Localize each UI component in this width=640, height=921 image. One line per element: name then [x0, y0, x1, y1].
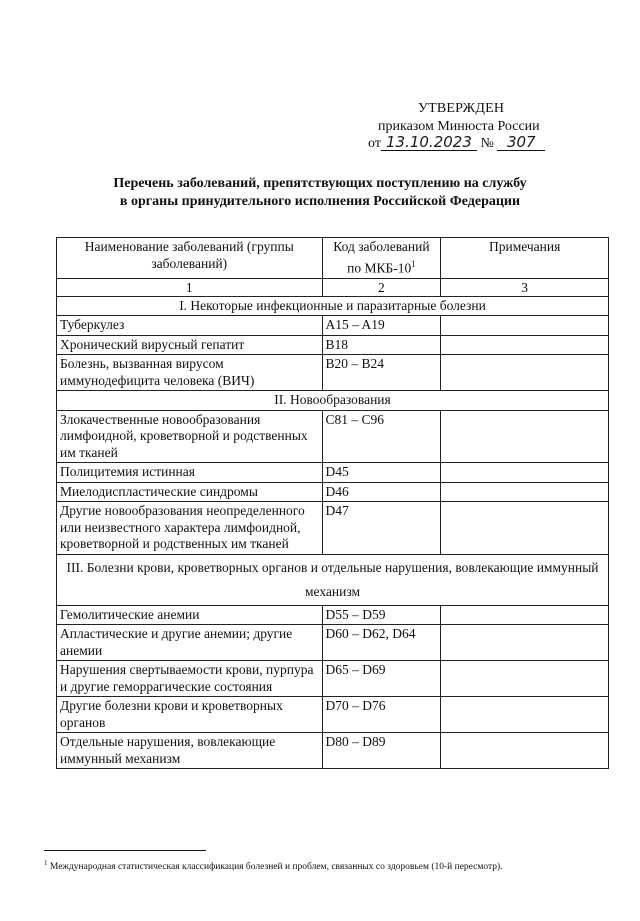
footnote-mark: 1 — [44, 859, 48, 867]
approval-title: УТВЕРЖДЕН — [418, 101, 505, 116]
disease-name-cell: Нарушения свертываемости крови, пурпура и другие геморрагические состояния — [57, 661, 323, 697]
table-row — [57, 697, 609, 733]
table-row — [57, 410, 609, 463]
disease-name-cell: Туберкулез — [57, 316, 323, 336]
section-row — [57, 554, 609, 605]
diseases-table-body — [57, 238, 609, 769]
header-disease-name: Наименование заболеваний (группы заболеваний) — [57, 238, 323, 279]
disease-name-cell: Миелодиспластические синдромы — [57, 482, 323, 502]
date-prefix: от — [368, 136, 381, 151]
disease-name-cell: Отдельные нарушения, вовлекающие иммунный механизм — [57, 733, 323, 769]
handwritten-number: 307 — [497, 134, 545, 151]
column-number: 3 — [441, 278, 609, 296]
table-row — [57, 482, 609, 502]
number-prefix: № — [480, 136, 494, 151]
notes-cell — [441, 463, 609, 483]
approval-date-line — [368, 134, 545, 153]
section-row — [57, 296, 609, 316]
disease-name-cell: Другие болезни крови и кроветворных органов — [57, 697, 323, 733]
notes-cell — [441, 605, 609, 625]
icd-code-cell: D46 — [322, 482, 441, 502]
disease-name-cell: Хронический вирусный гепатит — [57, 335, 323, 355]
icd-code-cell: D55 – D59 — [322, 605, 441, 625]
notes-cell — [441, 625, 609, 661]
column-number: 1 — [57, 278, 323, 296]
notes-cell — [441, 355, 609, 391]
disease-name-cell: Другие новообразования неопределенного или неизвестного характера лимфоидной, кроветворной и родственных им тканей — [57, 502, 323, 555]
header-icd-code-label: Код заболеваний по МКБ-10 — [333, 239, 430, 275]
header-row — [57, 238, 609, 279]
column-number: 2 — [322, 278, 441, 296]
icd-code-cell: D60 – D62, D64 — [322, 625, 441, 661]
table-row — [57, 502, 609, 555]
footnote-mark: 1 — [411, 258, 416, 269]
notes-cell — [441, 502, 609, 555]
disease-name-cell: Гемолитические анемии — [57, 605, 323, 625]
disease-name-cell: Злокачественные новообразования лимфоидной, кроветворной и родственных им тканей — [57, 410, 323, 463]
document-title-line-1: Перечень заболеваний, препятствующих поступлению на службу — [113, 176, 527, 191]
notes-cell — [441, 697, 609, 733]
icd-code-cell: D70 – D76 — [322, 697, 441, 733]
approval-order-line: приказом Минюста России — [378, 119, 540, 134]
header-icd-code — [322, 238, 441, 279]
table-row — [57, 355, 609, 391]
header-notes: Примечания — [441, 238, 609, 279]
disease-name-cell: Полицитемия истинная — [57, 463, 323, 483]
table-row — [57, 463, 609, 483]
footnote-divider — [44, 850, 206, 851]
column-number-row — [57, 278, 609, 296]
table-row — [57, 625, 609, 661]
icd-code-cell: A15 – A19 — [322, 316, 441, 336]
table-row — [57, 605, 609, 625]
icd-code-cell: B20 – B24 — [322, 355, 441, 391]
table-row — [57, 733, 609, 769]
notes-cell — [441, 316, 609, 336]
disease-name-cell: Апластические и другие анемии; другие анемии — [57, 625, 323, 661]
notes-cell — [441, 733, 609, 769]
handwritten-date: 13.10.2023 — [381, 134, 477, 151]
disease-name-cell: Болезнь, вызванная вирусом иммунодефицита человека (ВИЧ) — [57, 355, 323, 391]
icd-code-cell: D80 – D89 — [322, 733, 441, 769]
section-row — [57, 391, 609, 411]
icd-code-cell: B18 — [322, 335, 441, 355]
icd-code-cell: D65 – D69 — [322, 661, 441, 697]
section-title: I. Некоторые инфекционные и паразитарные болезни — [57, 296, 609, 316]
icd-code-cell: C81 – C96 — [322, 410, 441, 463]
table-row — [57, 661, 609, 697]
section-title: III. Болезни крови, кроветворных органов и отдельные нарушения, вовлекающие иммунный механизм — [57, 554, 609, 605]
notes-cell — [441, 335, 609, 355]
section-title: II. Новообразования — [57, 391, 609, 411]
notes-cell — [441, 482, 609, 502]
icd-code-cell: D45 — [322, 463, 441, 483]
footnote-text: Международная статистическая классификация болезней и проблем, связанных со здоровьем (10-й пересмотр). — [49, 862, 503, 873]
document-title-line-2: в органы принудительного исполнения Российской Федерации — [119, 194, 521, 209]
notes-cell — [441, 410, 609, 463]
table-row — [57, 316, 609, 336]
icd-code-cell: D47 — [322, 502, 441, 555]
table-row — [57, 335, 609, 355]
diseases-table — [56, 237, 609, 769]
notes-cell — [441, 661, 609, 697]
footnote — [44, 857, 604, 873]
document-title — [60, 175, 580, 211]
